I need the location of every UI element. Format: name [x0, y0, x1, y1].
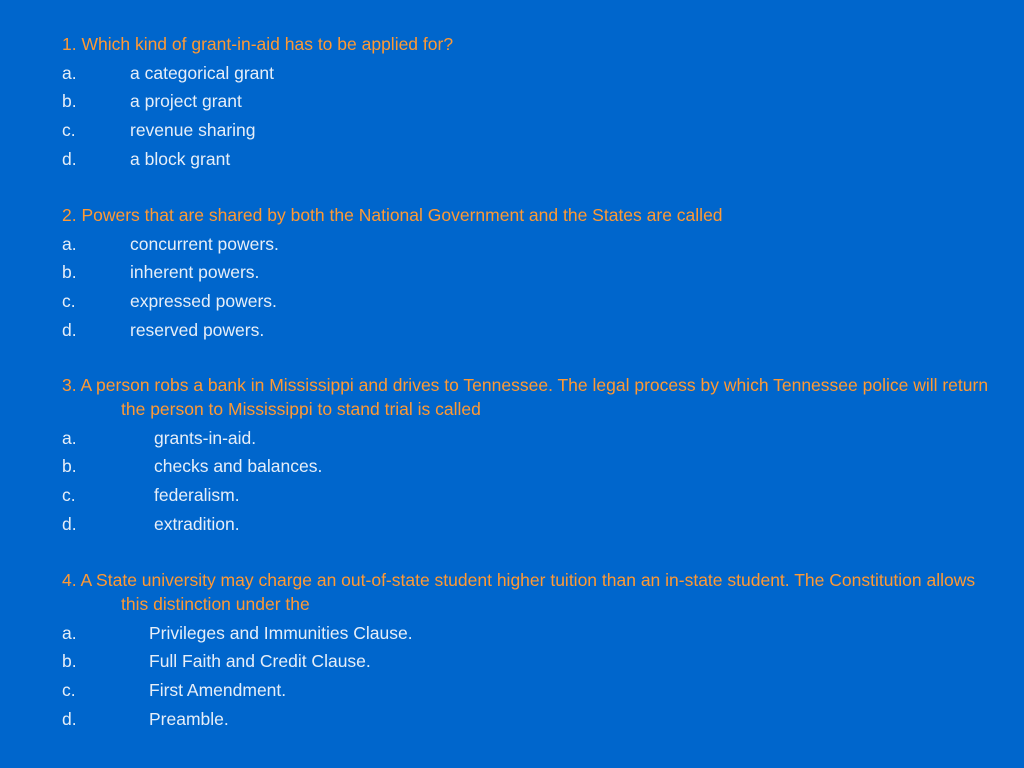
- option-letter: a.: [62, 233, 77, 254]
- question-1-option-c: [62, 118, 1002, 142]
- option-text: Privileges and Immunities Clause.: [149, 622, 413, 643]
- option-letter: b.: [62, 262, 77, 283]
- question-4-option-c: [62, 678, 1002, 702]
- question-4: [62, 568, 1002, 731]
- option-letter: d.: [62, 708, 77, 729]
- option-text: grants-in-aid.: [154, 427, 257, 448]
- option-letter: b.: [62, 456, 77, 477]
- question-3-option-d: [62, 512, 1002, 536]
- question-1-option-d: [62, 147, 1002, 171]
- option-text: extradition.: [154, 513, 240, 534]
- option-letter: a.: [62, 622, 77, 643]
- option-text: First Amendment.: [149, 680, 287, 701]
- option-text: federalism.: [154, 485, 240, 506]
- option-text: reserved powers.: [130, 319, 265, 340]
- option-letter: a.: [62, 427, 77, 448]
- option-text: a categorical grant: [130, 62, 274, 83]
- question-2-option-b: [62, 260, 1002, 284]
- question-1-option-a: [62, 61, 1002, 85]
- option-text: Preamble.: [149, 708, 229, 729]
- question-3: [62, 373, 1002, 536]
- option-letter: d.: [62, 513, 77, 534]
- option-text: checks and balances.: [154, 456, 323, 477]
- option-text: a block grant: [130, 148, 231, 169]
- option-letter: c.: [62, 120, 76, 141]
- option-letter: c.: [62, 485, 76, 506]
- option-letter: d.: [62, 148, 77, 169]
- question-1-option-b: [62, 89, 1002, 113]
- question-4-option-a: [62, 621, 1002, 645]
- option-letter: c.: [62, 291, 76, 312]
- option-letter: c.: [62, 680, 76, 701]
- question-3-option-a: [62, 426, 1002, 450]
- option-letter: a.: [62, 62, 77, 83]
- option-letter: d.: [62, 319, 77, 340]
- option-text: Full Faith and Credit Clause.: [149, 651, 371, 672]
- option-letter: b.: [62, 91, 77, 112]
- question-1-prompt: 1. Which kind of grant-in-aid has to be applied for?: [62, 34, 454, 54]
- question-4-option-d: [62, 707, 1002, 731]
- question-2-option-a: [62, 232, 1002, 256]
- option-text: a project grant: [130, 91, 242, 112]
- option-text: expressed powers.: [130, 291, 277, 312]
- option-letter: b.: [62, 651, 77, 672]
- question-4-option-b: [62, 649, 1002, 673]
- question-3-option-b: [62, 454, 1002, 478]
- option-text: revenue sharing: [130, 120, 256, 141]
- question-2: [62, 203, 1002, 342]
- question-3-option-c: [62, 483, 1002, 507]
- question-3-prompt: 3. A person robs a bank in Mississippi and drives to Tennessee. The legal process by which Tennessee police will return the person to Mississippi to stand trial is called: [62, 375, 989, 419]
- question-2-option-c: [62, 289, 1002, 313]
- option-text: concurrent powers.: [130, 233, 279, 254]
- question-4-prompt: 4. A State university may charge an out-of-state student higher tuition than an in-state student. The Constitution allows this distinction under the: [62, 570, 976, 614]
- question-1: [62, 32, 1002, 171]
- question-2-prompt: 2. Powers that are shared by both the National Government and the States are called: [62, 205, 723, 225]
- option-text: inherent powers.: [130, 262, 260, 283]
- question-2-option-d: [62, 318, 1002, 342]
